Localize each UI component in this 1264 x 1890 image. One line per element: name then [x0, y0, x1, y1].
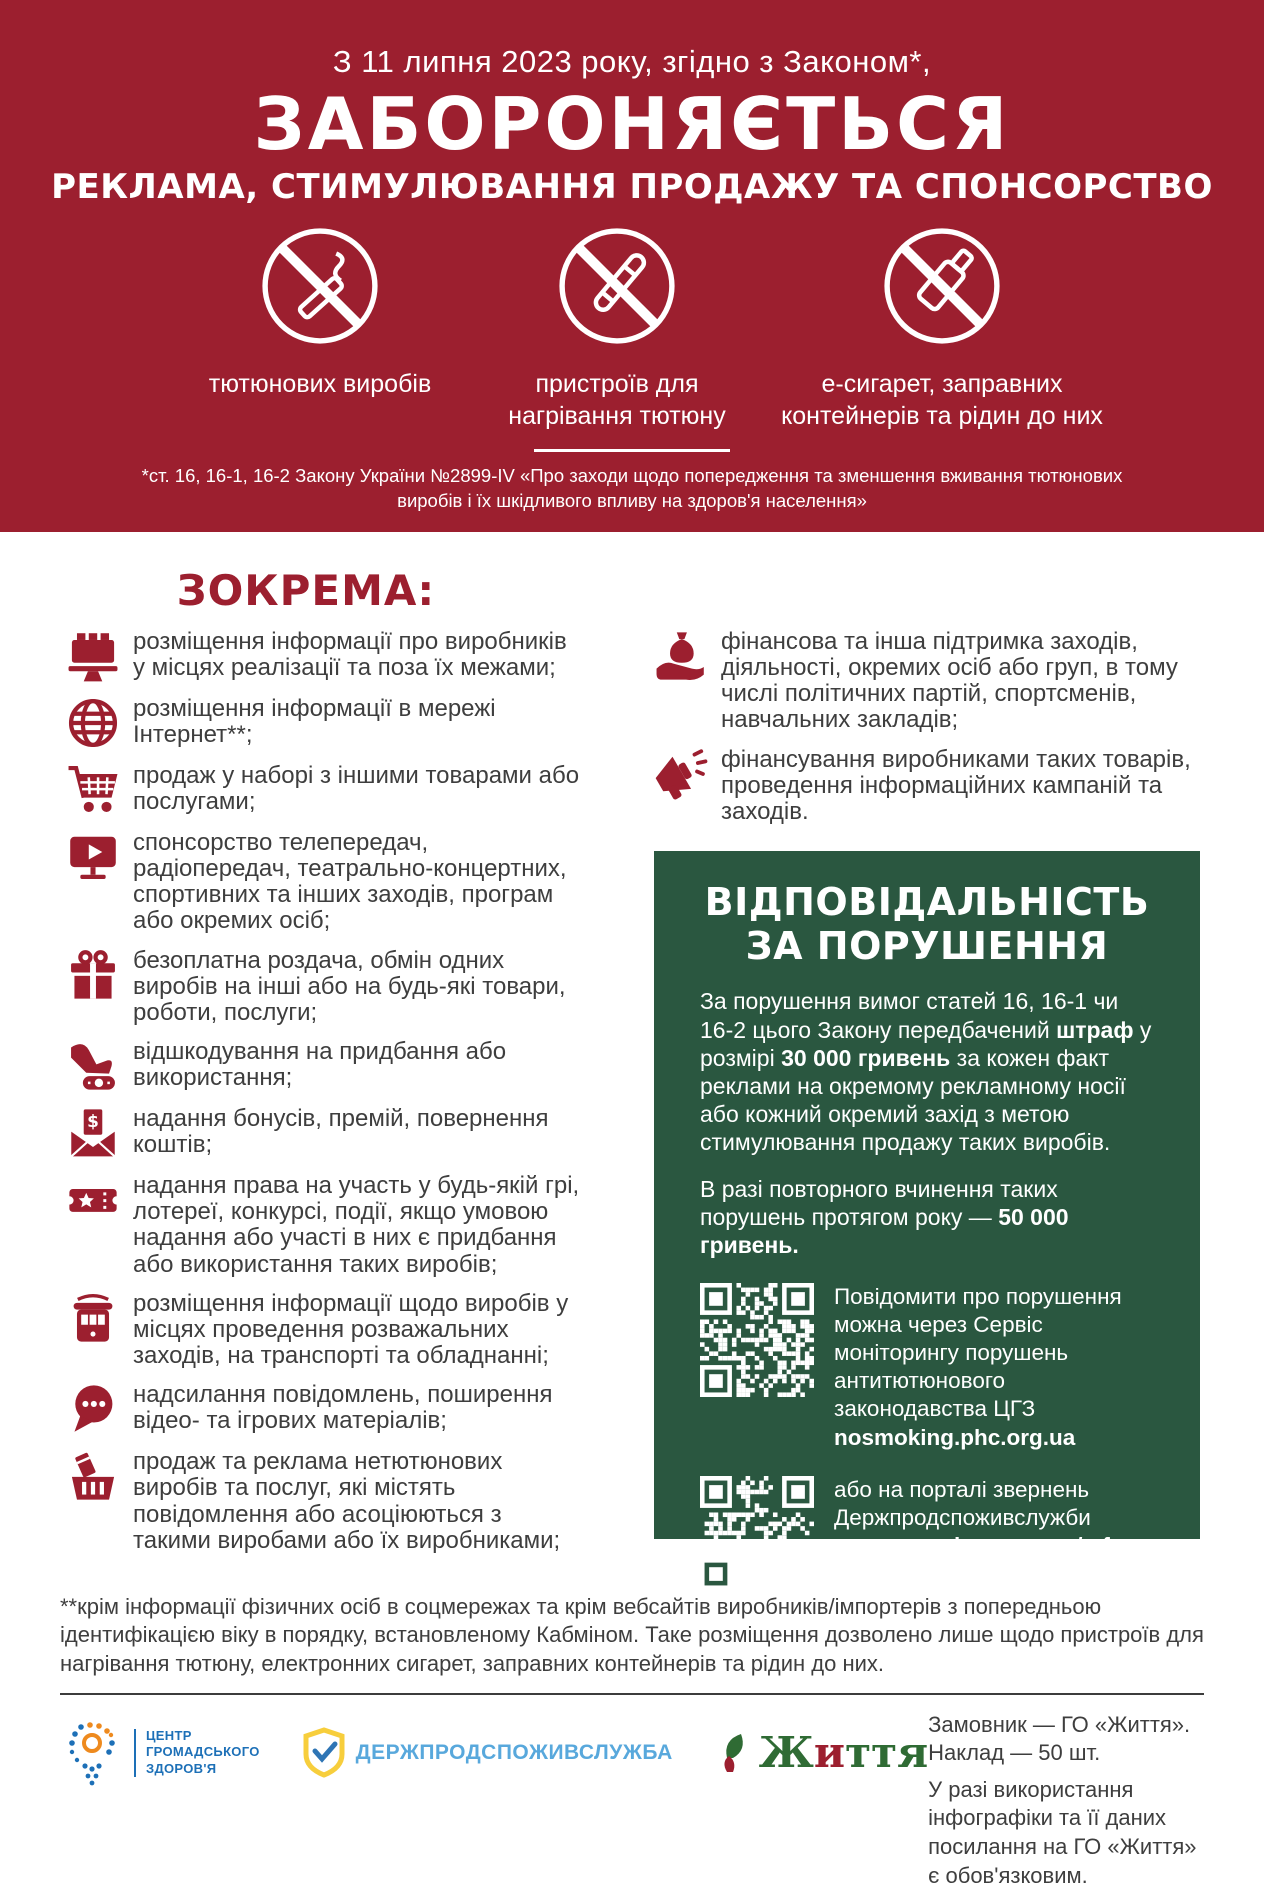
banned-actions-list-left: [66, 629, 584, 1567]
page-title: ЗАБОРОНЯЄТЬСЯ: [253, 82, 1011, 166]
no-heating-device-icon: [554, 223, 680, 354]
list-item-text: відшкодування на придбання або використання;: [133, 1038, 507, 1092]
penalty-bold-amount-repeat: 50 000 гривень.: [700, 1203, 1069, 1258]
dpss-logo-text: ДЕРЖПРОДСПОЖИВСЛУЖБА: [355, 1740, 673, 1764]
phc-dots-icon: [60, 1717, 124, 1789]
list-item: [66, 696, 584, 750]
list-item: [654, 629, 1200, 734]
section-heading: ЗОКРЕМА:: [176, 566, 436, 615]
megaphone-icon: [654, 747, 708, 801]
penalty-text: у розмірі: [700, 1016, 1152, 1071]
report-text: [834, 1476, 1154, 1560]
phc-line: ГРОМАДСЬКОГО: [146, 1744, 260, 1760]
list-item-text: надання права на участь у будь-якій грі, лотереї, конкурсі, події, якщо умовою надання або участі в них є придбання або використання таких виробів;: [133, 1172, 580, 1278]
dpss-shield-icon: [302, 1727, 346, 1779]
list-item-text: фінансування виробниками таких товарів, проведення інформаційних кампаній та заходів.: [721, 745, 1191, 825]
banned-item-label: пристроїв для нагрівання тютюну: [508, 370, 726, 431]
hero-banner: [0, 0, 1264, 532]
phc-logo: [60, 1717, 260, 1789]
hero-divider: [534, 449, 730, 452]
shopping-cart-icon: [66, 763, 120, 817]
consumer-url: consumer.dpss.gov.ua/e-form: [834, 1532, 1153, 1558]
donation-hand-icon: [654, 629, 708, 683]
hero-tagline: РЕКЛАМА, СТИМУЛЮВАННЯ ПРОДАЖУ ТА СПОНСОРСТВО: [51, 167, 1213, 208]
right-column: [654, 628, 1200, 1558]
penalty-paragraph-2: [700, 1175, 1154, 1259]
life-logo-text: [758, 1727, 929, 1777]
svg-text:$: $: [87, 1111, 99, 1132]
gift-icon: [66, 948, 120, 1002]
penalty-bold-amount: 30 000 гривень: [781, 1044, 951, 1071]
penalty-bold-fine: штраф: [1056, 1016, 1134, 1043]
chat-bubble-icon: [66, 1382, 120, 1436]
globe-icon: [66, 696, 120, 750]
qr-code-nosmoking: [700, 1283, 814, 1397]
list-item-text: розміщення інформації про виробників у місцях реалізації та поза їх межами;: [133, 628, 567, 682]
list-item-text: продаж та реклама нетютюнових виробів та послуг, які містять повідомлення або асоціюються з такими виробами або їх виробниками;: [133, 1448, 561, 1554]
list-item-text: розміщення інформації щодо виробів у місцях проведення розважальних заходів, на транспорті та обладнанні;: [133, 1289, 569, 1370]
billboard-icon: [66, 629, 120, 683]
list-item: [654, 747, 1200, 825]
exception-footnote: **крім інформації фізичних осіб в соцмережах та крім вебсайтів виробників/імпортерів з попередньою ідентифікацією віку в порядку, встановленому Кабміном. Таке розміщення дозволено лише щодо пристроїв для нагрівання тютюну, електронних сигарет, заправних контейнерів та рідин до них.: [60, 1593, 1204, 1676]
penalty-paragraph-1: [700, 987, 1154, 1155]
life-logo: [715, 1727, 929, 1777]
penalty-text: В разі повторного вчинення таких порушень протягом року —: [700, 1175, 1058, 1230]
life-letters: ття: [845, 1727, 929, 1777]
list-item: [66, 948, 584, 1026]
report-option-phc: [700, 1283, 1154, 1452]
shopping-basket-icon: [66, 1449, 120, 1503]
phc-logo-divider: [134, 1729, 136, 1777]
list-item: [66, 1382, 584, 1436]
list-item: [66, 1039, 584, 1093]
qr-code-consumer: [700, 1476, 814, 1590]
penalty-text: За порушення вимог статей 16, 16-1 чи 16-2 цього Закону передбачений: [700, 988, 1119, 1043]
report-description: Повідомити про порушення можна через Сервіс моніторингу порушень антитютюнового законодавства ЦГЗ: [834, 1283, 1122, 1422]
list-item: [66, 830, 584, 935]
no-tobacco-icon: [257, 223, 383, 354]
list-item: [66, 629, 584, 683]
list-item-text: надання бонусів, премій, повернення коштів;: [133, 1105, 549, 1159]
list-item: [66, 763, 584, 817]
main-content: [0, 566, 1264, 1679]
hero-intro: З 11 липня 2023 року, згідно з Законом*,: [332, 44, 932, 79]
dpss-logo: [302, 1727, 673, 1779]
footer: [60, 1693, 1204, 1890]
tram-icon: [66, 1291, 120, 1345]
list-item: [66, 1449, 584, 1554]
ticket-icon: [66, 1173, 120, 1227]
life-leaf-icon: [715, 1730, 755, 1776]
hand-payment-icon: [66, 1039, 120, 1093]
list-item-text: фінансова та інша підтримка заходів, діяльності, окремих осіб або груп, в тому числі політичних партій, спортсменів, навчальних закладів;: [721, 628, 1178, 734]
money-envelope-icon: [66, 1106, 120, 1160]
phc-line: ЦЕНТР: [146, 1728, 192, 1744]
banned-item-heating-device: [472, 223, 762, 432]
banned-actions-list-right: [654, 629, 1200, 825]
two-column-layout: [0, 629, 1264, 1567]
banned-products-row: [0, 223, 1264, 439]
list-item-text: продаж у наборі з іншими товарами або послугами;: [133, 762, 580, 816]
banned-item-label: тютюнових виробів: [208, 370, 432, 399]
phc-line: ЗДОРОВ'Я: [146, 1760, 217, 1776]
no-ecigarette-icon: [879, 223, 1005, 354]
phc-logo-text: [146, 1728, 260, 1777]
credit-line: Замовник — ГО «Життя». Наклад — 50 шт.: [928, 1711, 1191, 1766]
life-letter: Ж: [758, 1727, 814, 1777]
penalty-title: ВІДПОВІДАЛЬНІСТЬ ЗА ПОРУШЕННЯ: [704, 880, 1150, 968]
list-item-text: безоплатна роздача, обмін одних виробів на інші або на будь-які товари, роботи, послуги;: [133, 946, 566, 1026]
penalty-text: за кожен факт реклами на окремому рекламному носії або кожний окремий захід з метою стимулювання продажу таких виробів.: [700, 1044, 1126, 1155]
penalty-panel: [654, 851, 1200, 1558]
list-item: [66, 1173, 584, 1278]
list-item: [66, 1106, 584, 1160]
list-item-text: спонсорство телепередач, радіопередач, театрально-концертних, спортивних та інших заходів, програм або окремих осіб;: [133, 829, 567, 935]
report-description: або на порталі звернень Держпродспоживслужби: [834, 1476, 1091, 1530]
list-item: [66, 1291, 584, 1369]
list-item-text: розміщення інформації в мережі Інтернет**;: [133, 695, 496, 749]
life-letter: и: [813, 1727, 846, 1777]
report-text: [834, 1283, 1154, 1452]
media-screen-icon: [66, 830, 120, 884]
law-footnote: *ст. 16, 16-1, 16-2 Закону України №2899-IV «Про заходи щодо попередження та зменшення вживання тютюнових виробів і їх шкідливого впливу на здоров'я населення»: [141, 465, 1123, 511]
banned-item-ecigarette: [752, 223, 1132, 432]
nosmoking-url: nosmoking.phc.org.ua: [834, 1424, 1076, 1450]
banned-item-tobacco: [170, 223, 470, 400]
credit-line: У разі використання інфографіки та її даних посилання на ГО «Життя» є обов'язковим.: [928, 1776, 1197, 1888]
report-option-dpss: [700, 1476, 1154, 1590]
list-item-text: надсилання повідомлень, поширення відео- та ігрових матеріалів;: [133, 1381, 553, 1435]
banned-item-label: е-сигарет, заправних контейнерів та рідин до них: [781, 370, 1103, 431]
credits-block: [928, 1711, 1204, 1890]
partner-logos: [60, 1717, 928, 1789]
